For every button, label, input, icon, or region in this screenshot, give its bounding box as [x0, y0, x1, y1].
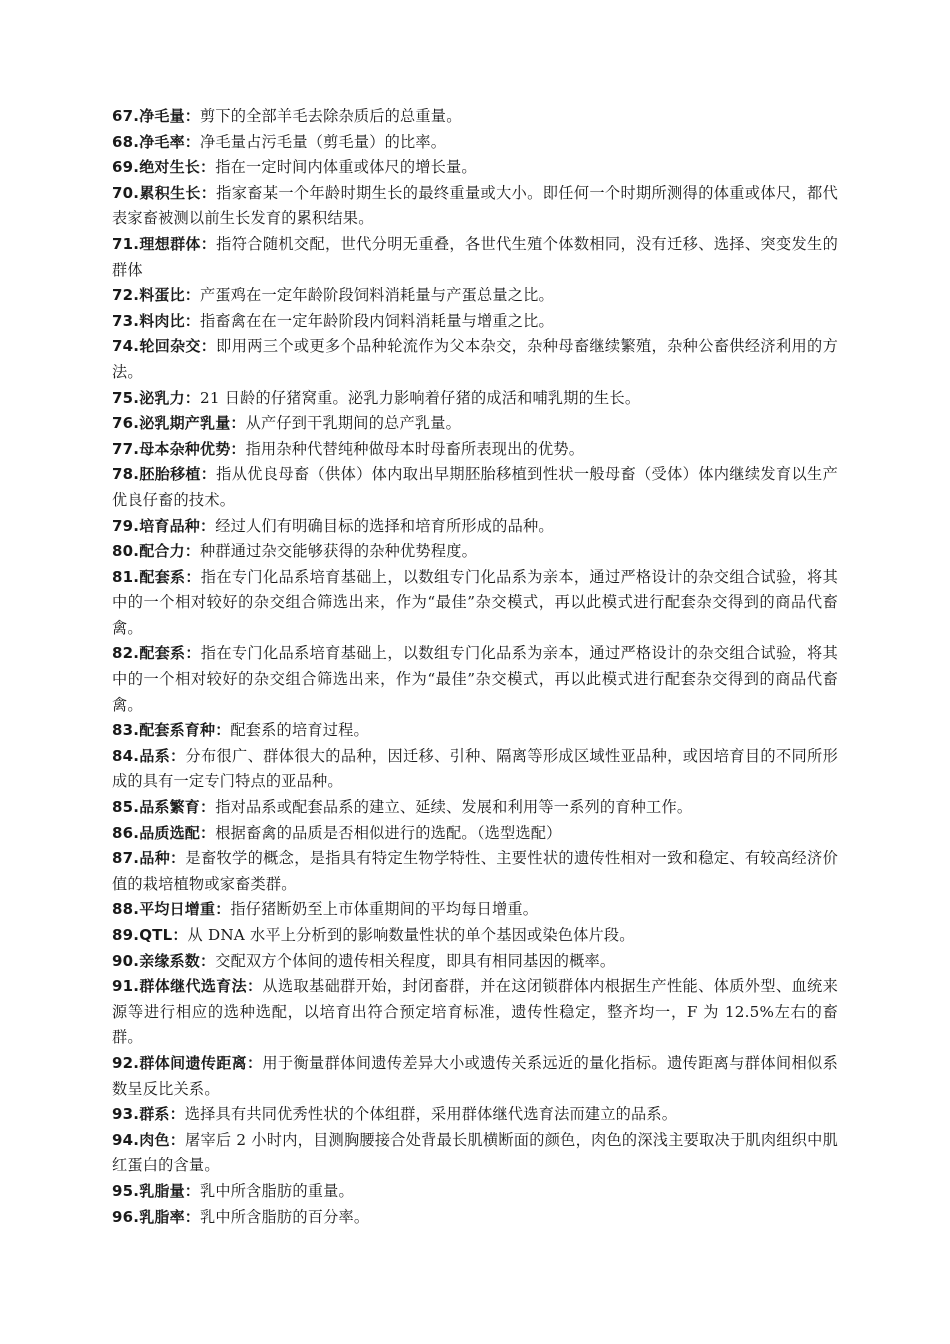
glossary-entry — [112, 283, 838, 309]
entry-definition: 从 DNA 水平上分析到的影响数量性状的单个基因或染色体片段。 — [187, 926, 635, 944]
entry-definition: 配套系的培育过程。 — [230, 721, 369, 740]
entry-number: 93. — [112, 1105, 140, 1124]
entry-number: 94. — [112, 1130, 140, 1149]
entry-term: 配套系： — [139, 644, 201, 663]
entry-number: 74. — [112, 337, 140, 356]
glossary-entry — [112, 565, 838, 642]
entry-term: 品种： — [139, 849, 186, 868]
entry-number: 80. — [112, 542, 140, 561]
entry-number: 76. — [112, 414, 140, 433]
glossary-entry — [112, 539, 838, 565]
entry-number: 77. — [112, 439, 140, 458]
entry-number: 67. — [112, 107, 140, 125]
entry-term: 泌乳力： — [139, 388, 200, 407]
entry-definition: 经过人们有明确目标的选择和培育所形成的品种。 — [215, 516, 554, 535]
entry-number: 84. — [112, 746, 140, 765]
entry-number: 75. — [112, 388, 140, 407]
glossary-entry — [112, 309, 838, 335]
entry-term: 绝对生长： — [139, 158, 216, 177]
entry-term: 品质选配： — [139, 823, 216, 842]
entry-definition: 剪下的全部羊毛去除杂质后的总重量。 — [200, 107, 462, 125]
glossary-entry — [112, 641, 838, 718]
glossary-entry — [112, 846, 838, 897]
entry-number: 92. — [112, 1053, 140, 1072]
glossary-entry — [112, 1179, 838, 1205]
entry-definition: 即用两三个或更多个品种轮流作为父本杂交，杂种母畜继续繁殖，杂种公畜供经济利用的方法。 — [112, 337, 838, 381]
entry-number: 91. — [112, 977, 140, 996]
entry-definition: 根据畜禽的品质是否相似进行的选配。（选型选配） — [215, 823, 562, 842]
entry-number: 78. — [112, 465, 140, 484]
glossary-entry — [112, 923, 838, 949]
entry-number: 82. — [112, 644, 140, 663]
entry-term: 理想群体： — [139, 234, 217, 253]
entry-number: 87. — [112, 849, 140, 868]
entry-definition: 种群通过杂交能够获得的杂种优势程度。 — [200, 542, 477, 561]
entry-number: 69. — [112, 158, 140, 177]
entry-definition: 屠宰后 2 小时内，目测胸腰接合处背最长肌横断面的颜色，肉色的深浅主要取决于肌肉组织中肌红蛋白的含量。 — [112, 1130, 838, 1175]
glossary-entry — [112, 462, 838, 513]
entry-definition: 产蛋鸡在一定年龄阶段饲料消耗量与产蛋总量之比。 — [200, 286, 554, 305]
entry-definition: 指用杂种代替纯种做母本时母畜所表现出的优势。 — [245, 439, 585, 458]
entry-number: 86. — [112, 823, 140, 842]
entry-term: 肉色： — [139, 1130, 185, 1149]
entry-term: 乳脂量： — [139, 1181, 200, 1200]
entry-number: 88. — [112, 900, 140, 919]
glossary-entry — [112, 1102, 838, 1128]
entry-definition: 21 日龄的仔猪窝重。泌乳力影响着仔猪的成活和哺乳期的生长。 — [200, 388, 641, 407]
entry-definition: 用于衡量群体间遗传差异大小或遗传关系远近的量化指标。遗传距离与群体间相似系数呈反比关系。 — [112, 1053, 838, 1098]
entry-definition: 乳中所含脂肪的百分率。 — [200, 1207, 370, 1226]
entry-term: 品系： — [139, 746, 186, 765]
entry-number: 85. — [112, 798, 140, 817]
entry-definition: 选择具有共同优秀性状的个体组群，采用群体继代选育法而建立的品系。 — [184, 1105, 678, 1124]
glossary-entry — [112, 974, 838, 1051]
entry-term: 配套系育种： — [139, 721, 231, 740]
glossary-entry — [112, 1051, 838, 1102]
entry-number: 90. — [112, 951, 140, 970]
entry-term: 品系繁育： — [139, 798, 216, 817]
entry-number: 72. — [112, 286, 140, 305]
entry-definition: 净毛量占污毛量（剪毛量）的比率。 — [200, 132, 447, 151]
glossary-entry — [112, 130, 838, 156]
entry-definition: 乳中所含脂肪的重量。 — [200, 1181, 354, 1200]
entry-term: 群体继代选育法： — [139, 977, 263, 996]
glossary-entry — [112, 821, 838, 847]
glossary-entry — [112, 232, 838, 283]
entry-definition: 指符合随机交配，世代分明无重叠，各世代生殖个体数相同，没有迁移、选择、突变发生的群体 — [112, 234, 838, 279]
entry-definition: 分布很广、群体很大的品种，因迁移、引种、隔离等形成区域性亚品种，或因培育目的不同所形成的具有一定专门特点的亚品种。 — [112, 746, 838, 791]
glossary-entry — [112, 949, 838, 975]
entry-number: 70. — [112, 183, 140, 202]
entry-term: 群体间遗传距离： — [139, 1053, 263, 1072]
glossary-entry — [112, 1205, 838, 1231]
entry-term: 料蛋比： — [139, 286, 200, 305]
glossary-entry — [112, 718, 838, 744]
glossary-entry — [112, 386, 838, 412]
entry-definition: 指从优良母畜（供体）体内取出早期胚胎移植到性状一般母畜（受体）体内继续发育以生产优良仔畜的技术。 — [112, 465, 838, 509]
entry-term: 胚胎移植： — [139, 465, 217, 484]
entry-definition: 指在一定时间内体重或体尺的增长量。 — [215, 158, 477, 177]
entry-term: 净毛量： — [139, 107, 200, 125]
entry-definition: 指对品系或配套品系的建立、延续、发展和利用等一系列的育种工作。 — [215, 798, 693, 817]
entry-number: 71. — [112, 234, 140, 253]
glossary-entry — [112, 411, 838, 437]
entry-definition: 指家畜某一个年龄时期生长的最终重量或大小。即任何一个时期所测得的体重或体尺，都代表家畜被测以前生长发育的累积结果。 — [112, 183, 838, 228]
entry-number: 73. — [112, 311, 140, 330]
entry-definition: 指仔猪断奶至上市体重期间的平均每日增重。 — [230, 900, 539, 919]
glossary-entry — [112, 514, 838, 540]
entry-term: 泌乳期产乳量： — [139, 414, 246, 433]
entry-number: 81. — [112, 567, 140, 586]
entry-definition: 指畜禽在在一定年龄阶段内饲料消耗量与增重之比。 — [200, 311, 554, 330]
entry-term: 亲缘系数： — [139, 951, 216, 970]
entry-term: 平均日增重： — [139, 900, 231, 919]
entry-term: 培育品种： — [139, 516, 216, 535]
entry-definition: 指在专门化品系培育基础上，以数组专门化品系为亲本，通过严格设计的杂交组合试验，将其中的一个相对较好的杂交组合筛选出来，作为“最佳”杂交模式，再以此模式进行配套杂交得到的商品代畜禽。 — [112, 644, 838, 714]
entry-number: 83. — [112, 721, 140, 740]
entry-number: 68. — [112, 132, 140, 151]
entry-number: 95. — [112, 1181, 140, 1200]
entry-definition: 从产仔到干乳期间的总产乳量。 — [245, 414, 462, 433]
glossary-entry — [112, 104, 838, 130]
entry-definition: 从选取基础群开始，封闭畜群，并在这闭锁群体内根据生产性能、体质外型、血统来源等进行相应的选种选配，以培育出符合预定培育标准，遗传性稳定，整齐均一，F 为 12.5%左右的畜群。 — [112, 977, 838, 1047]
entry-term: 乳脂率： — [139, 1207, 200, 1226]
entry-number: 79. — [112, 516, 140, 535]
glossary-entry — [112, 1128, 838, 1179]
entry-term: 累积生长： — [139, 183, 217, 202]
entry-term: 母本杂种优势： — [139, 439, 246, 458]
entry-definition: 交配双方个体间的遗传相关程度，即具有相同基因的概率。 — [215, 951, 616, 970]
entry-definition: 是畜牧学的概念，是指具有特定生物学特性、主要性状的遗传性相对一致和稳定、有较高经济价值的栽培植物或家畜类群。 — [112, 849, 838, 893]
entry-term: 配合力： — [139, 542, 200, 561]
glossary-entry — [112, 897, 838, 923]
glossary-entry — [112, 437, 838, 463]
entry-term: 轮回杂交： — [139, 337, 217, 356]
glossary-entry — [112, 155, 838, 181]
entry-term: 群系： — [139, 1105, 185, 1124]
entry-term: 配套系： — [139, 567, 201, 586]
entry-definition: 指在专门化品系培育基础上，以数组专门化品系为亲本，通过严格设计的杂交组合试验，将其中的一个相对较好的杂交组合筛选出来，作为“最佳”杂交模式，再以此模式进行配套杂交得到的商品代畜禽。 — [112, 567, 838, 637]
entry-number: 89. — [112, 926, 140, 944]
glossary-entry — [112, 334, 838, 385]
glossary-entry — [112, 744, 838, 795]
glossary-entry — [112, 795, 838, 821]
entry-term: 净毛率： — [139, 132, 200, 151]
glossary-entry — [112, 181, 838, 232]
entry-number: 96. — [112, 1207, 140, 1226]
entry-term: 料肉比： — [139, 311, 200, 330]
entry-term: QTL： — [139, 926, 188, 944]
